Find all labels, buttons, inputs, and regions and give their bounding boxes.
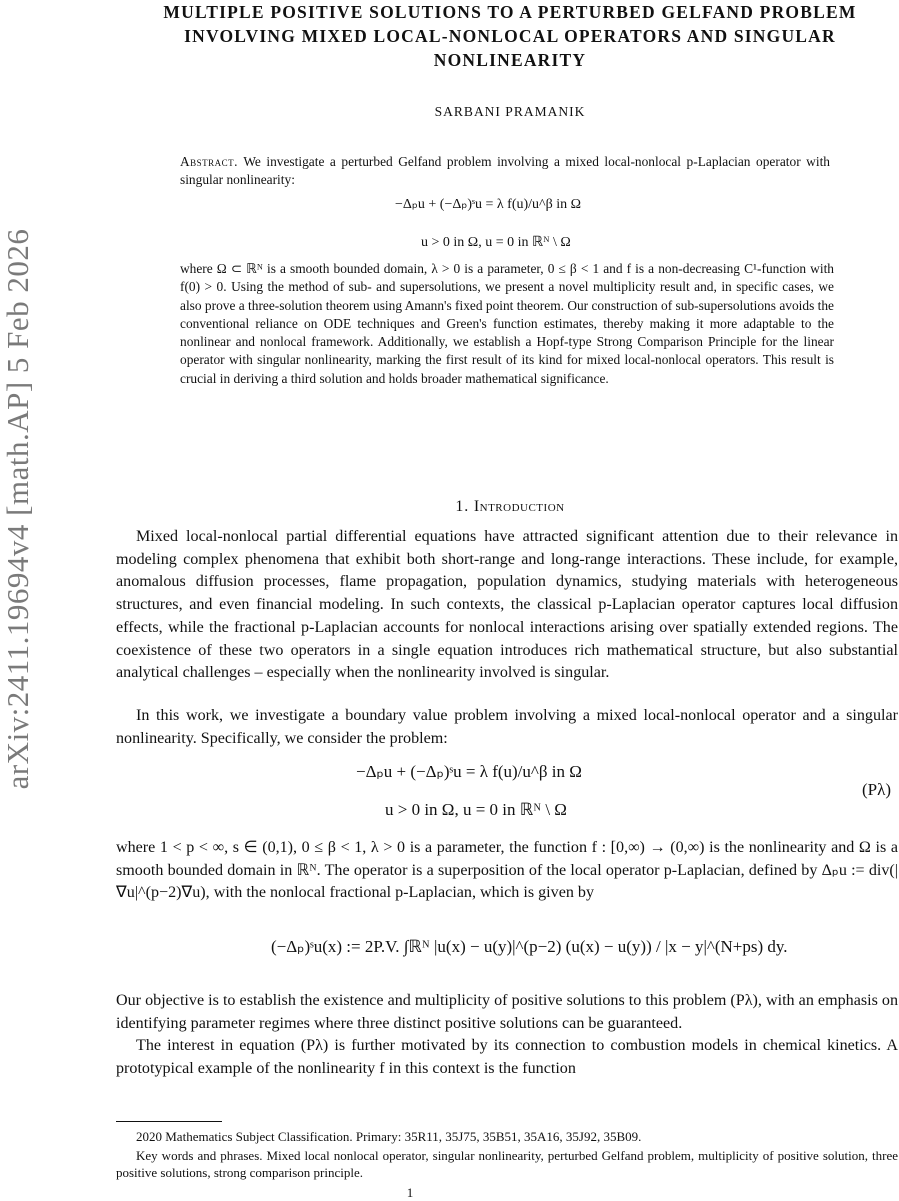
objective-text: Our objective is to establish the existence and multiplicity of positive solutions to this problem (Pλ), with an emphasis on identifying parameter regimes where three distinct positive solutions can be guaranteed. bbox=[116, 992, 898, 1032]
abstract-body bbox=[180, 260, 834, 388]
footnote-divider bbox=[116, 1121, 222, 1122]
page-number: 1 bbox=[406, 1185, 414, 1200]
fractional-laplacian-definition: (−Δₚ)ˢu(x) := 2P.V. ∫ℝᴺ |u(x) − u(y)|^(p−2) (u(x) − u(y)) / |x − y|^(N+ps) dy. bbox=[271, 937, 788, 956]
abstract-intro bbox=[180, 153, 830, 190]
section-number: 1. bbox=[455, 498, 469, 515]
intro-paragraph-2 bbox=[116, 705, 898, 750]
title-line-2: INVOLVING MIXED LOCAL-NONLOCAL OPERATORS AND SINGULAR bbox=[184, 26, 836, 46]
author-name: SARBANI PRAMANIK bbox=[434, 104, 586, 119]
section-title: Introduction bbox=[473, 498, 565, 515]
intro-paragraph-1 bbox=[116, 526, 898, 685]
title-line-1: MULTIPLE POSITIVE SOLUTIONS TO A PERTURBED GELFAND PROBLEM bbox=[163, 2, 857, 22]
abstract-label: Abstract. bbox=[180, 154, 239, 169]
equation-label: (Pλ) bbox=[862, 780, 892, 799]
abstract-intro-text: We investigate a perturbed Gelfand problem involving a mixed local-nonlocal p-Laplacian operator with singular nonlinearity: bbox=[180, 154, 830, 188]
abstract-equation-1: −Δₚu + (−Δₚ)ˢu = λ f(u)/u^β in Ω bbox=[395, 197, 582, 212]
abstract-equation-2: u > 0 in Ω, u = 0 in ℝᴺ \ Ω bbox=[421, 235, 571, 250]
after-equation-paragraph bbox=[116, 837, 898, 905]
intro-paragraph-1-text: Mixed local-nonlocal partial differential equations have attracted significant attention due to their relevance in modeling complex phenomena that exhibit both short-range and long-range interactions. These include, for example, anomalous diffusion processes, flame propagation, population dynamics, studying materials with heterogeneous structures, and even financial modeling. In such contexts, the classical p-Laplacian operator captures local diffusion effects, while the fractional p-Laplacian accounts for nonlocal interactions arising over spatially extended regions. The coexistence of these two operators in a single equation introduces rich mathematical structure, but also substantial analytical challenges – especially when the nonlinearity involved is singular. bbox=[116, 528, 898, 682]
objective-paragraphs bbox=[116, 990, 898, 1081]
arxiv-identifier-stamp: arXiv:2411.19694v4 [math.AP] 5 Feb 2026 bbox=[0, 228, 35, 790]
intro-paragraph-2-text: In this work, we investigate a boundary value problem involving a mixed local-nonlocal operator and a singular nonlinearity. Specifically, we consider the problem: bbox=[116, 707, 898, 747]
footnote-msc: 2020 Mathematics Subject Classification. Primary: 35R11, 35J75, 35B51, 35A16, 35J92, 35B09. bbox=[136, 1129, 642, 1144]
abstract-body-text: where Ω ⊂ ℝᴺ is a smooth bounded domain, λ > 0 is a parameter, 0 ≤ β < 1 and f is a non-decreasing C¹-function with f(0) > 0. Using the method of sub- and supersolutions, we present a novel multiplicity result and, in specific cases, we also prove a three-solution theorem using Amann's fixed point theorem. Our construction of sub-supersolutions avoids the conventional reliance on ODE techniques and Green's function estimates, thereby making it more adaptable to the nonlinear and nonlocal framework. Additionally, we establish a Hopf-type Strong Comparison Principle for the linear operator with singular nonlinearity, marking the first result of its kind for mixed local-nonlocal operators. This result is crucial in deriving a third solution and holds broader mathematical significance. bbox=[180, 261, 834, 386]
after-equation-text: where 1 < p < ∞, s ∈ (0,1), 0 ≤ β < 1, λ > 0 is a parameter, the function f : [0,∞) → (0,∞) is the nonlinearity and Ω is a smooth bounded domain in ℝᴺ. The operator is a superposition of the local operator p-Laplacian, defined by Δₚu := div(|∇u|^(p−2)∇u), with the nonlocal fractional p-Laplacian, which is given by bbox=[116, 839, 898, 902]
title-line-3: NONLINEARITY bbox=[433, 50, 587, 70]
main-equation-2: u > 0 in Ω, u = 0 in ℝᴺ \ Ω bbox=[385, 800, 567, 819]
footnote-keywords: Key words and phrases. Mixed local nonlocal operator, singular nonlinearity, perturbed Gelfand problem, multiplicity of positive solution, three positive solutions, strong comparison principle. bbox=[116, 1148, 898, 1180]
section-heading bbox=[110, 498, 899, 516]
paper-title bbox=[110, 0, 899, 72]
interest-text: The interest in equation (Pλ) is further motivated by its connection to combustion models in chemical kinetics. A prototypical example of the nonlinearity f in this context is the function bbox=[116, 1037, 898, 1078]
main-equation-1: −Δₚu + (−Δₚ)ˢu = λ f(u)/u^β in Ω bbox=[356, 762, 582, 781]
